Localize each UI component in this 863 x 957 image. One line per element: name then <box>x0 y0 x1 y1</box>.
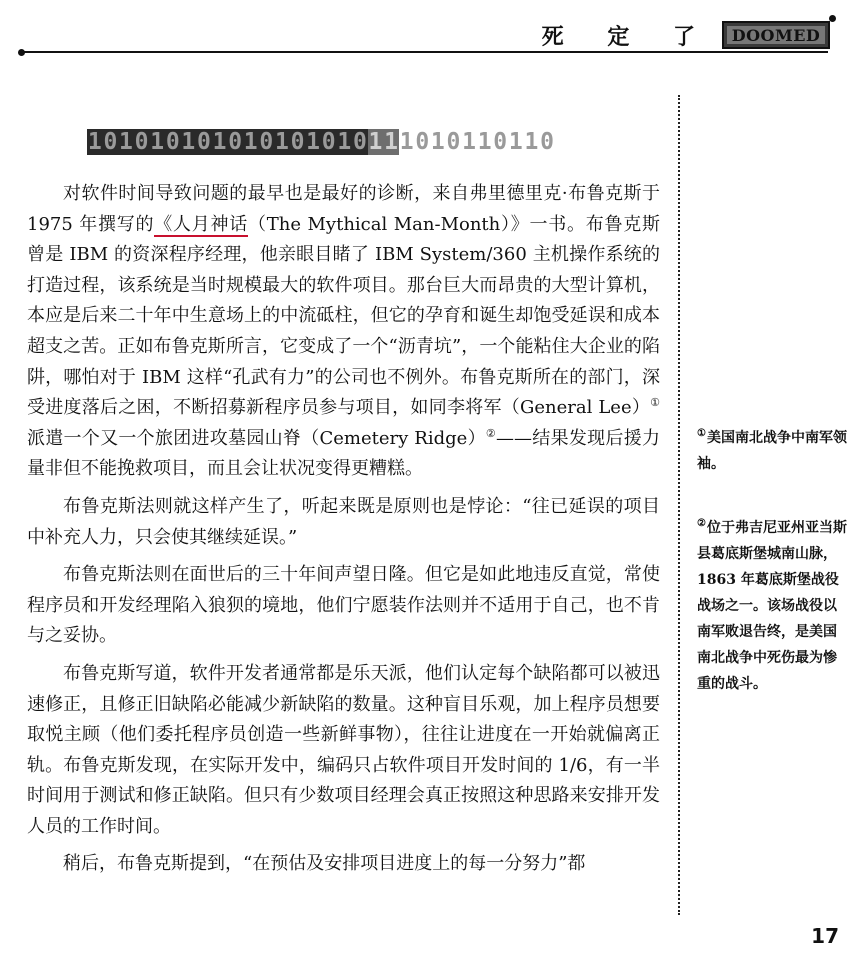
chapter-title: 死 定 了 <box>541 25 713 50</box>
binary-digit: 0 <box>134 129 149 155</box>
binary-digit: 1 <box>399 129 414 155</box>
binary-digit: 0 <box>321 129 336 155</box>
paragraph-5: 稍后，布鲁克斯提到，“在预估及安排项目进度上的每一分努力”都 <box>63 853 586 875</box>
footnote-ref-2: ② <box>485 426 497 440</box>
binary-digit: 1 <box>181 129 196 155</box>
binary-digit: 0 <box>165 129 180 155</box>
binary-digit: 1 <box>274 129 289 155</box>
paragraph-2: 布鲁克斯法则就这样产生了，听起来既是原则也是悖论：“往已延误的项目中补充人力，只会使其继续延误。” <box>27 495 660 548</box>
paragraph-4: 布鲁克斯写道，软件开发者通常都是乐天派，他们认定每个缺陷都可以被迅速修正，且修正旧缺陷必能减少新缺陷的数量。这种盲目乐观，加上程序员想要取悦主顾（他们委托程序员创造一些新鲜事物），往往让进度在一开始就偏离正轨。布鲁克斯发现，在实际开发中，编码只占软件项目开发时间的 1/6，有一半时间用于测试和修正缺陷。但只有少数项目经理会真正按照这种思路来安排开发人员的工作时间。 <box>27 662 660 837</box>
header-rule-right-dot <box>829 15 836 22</box>
binary-digit: 1 <box>306 129 321 155</box>
binary-digit: 0 <box>197 129 211 155</box>
margin-divider <box>678 95 680 915</box>
binary-digit: 1 <box>462 129 476 155</box>
binary-digit: 1 <box>243 129 258 155</box>
paragraph-1-text-c: 派遣一个又一个旅团进攻墓园山脊（Cemetery Ridge） <box>27 427 486 449</box>
binary-digit: 1 <box>337 129 352 155</box>
margin-note-2-mark: ② <box>697 518 706 530</box>
margin-note-2-text: 位于弗吉尼亚州亚当斯县葛底斯堡城南山脉，1863 年葛底斯堡战役战场之一。该场战役以南军败退告终，是美国南北战争中死伤最为惨重的战斗。 <box>697 520 847 692</box>
binary-digit: 0 <box>352 129 367 155</box>
binary-digit: 1 <box>430 129 445 155</box>
binary-digit: 0 <box>103 129 118 155</box>
paragraph-1 <box>27 179 660 485</box>
book-title-underlined: 《人月神话 <box>154 213 249 235</box>
binary-digit: 1 <box>87 129 102 155</box>
margin-note-1-mark: ① <box>697 428 706 440</box>
binary-digit: 1 <box>212 129 227 155</box>
page-number: 17 <box>811 924 839 948</box>
binary-digit: 1 <box>384 129 398 155</box>
binary-banner <box>87 128 555 156</box>
binary-digit: 1 <box>508 129 523 155</box>
binary-digit: 1 <box>368 129 383 155</box>
binary-digit: 0 <box>259 129 274 155</box>
binary-digit: 1 <box>119 129 133 155</box>
binary-digit: 1 <box>524 129 539 155</box>
binary-digit: 0 <box>415 129 430 155</box>
binary-digit: 1 <box>477 129 492 155</box>
header-rule <box>22 51 828 53</box>
margin-note-1 <box>697 425 847 477</box>
paragraph-3: 布鲁克斯法则在面世后的三十年间声望日隆。但它是如此地违反直觉，常使程序员和开发经理陷入狼狈的境地，他们宁愿装作法则并不适用于自己，也不肯与之妥协。 <box>27 564 660 647</box>
paragraph-1-text-b: （The Mythical Man-Month）》一书。布鲁克斯曾是 IBM 的资深程序经理，他亲眼目睹了 IBM System/360 主机操作系统的打造过程，该系统是当时规模最大的软件项目。那台巨大而昂贵的大型计算机，本应是后来二十年中生意场上的中流砥柱，但它的孕育和诞生却饱受延误和成本超支之苦。正如布鲁克斯所言，它变成了一个“沥青坑”，一个能粘住大企业的陷阱，哪怕对于 IBM 这样“孔武有力”的公司也不例外。布鲁克斯所在的部门，深受进度落后之困，不断招募新程序员参与项目，如同李将军（General Lee） <box>27 213 660 419</box>
header-rule-left-dot <box>18 49 25 56</box>
margin-note-2 <box>697 515 847 697</box>
binary-digit: 0 <box>540 129 554 155</box>
binary-digit: 0 <box>493 129 508 155</box>
margin-note-1-text: 美国南北战争中南军领袖。 <box>697 430 847 472</box>
paragraph-1-text-a: 对软件时间导致问题的最早也是最好的诊断，来自弗里德里克·布鲁克斯于 1975 年撰写的 <box>27 183 660 235</box>
binary-digit: 0 <box>228 129 243 155</box>
chapter-badge <box>722 21 830 49</box>
body-text <box>27 179 660 887</box>
paragraph-1-text-d: ——结果发现后援力量非但不能挽救项目，而且会让状况变得更糟糕。 <box>27 427 660 480</box>
binary-digit: 1 <box>150 129 165 155</box>
footnote-ref-1: ① <box>650 396 660 410</box>
binary-digit: 0 <box>290 129 305 155</box>
binary-digit: 0 <box>446 129 461 155</box>
chapter-badge-label: DOOMED <box>727 26 825 44</box>
